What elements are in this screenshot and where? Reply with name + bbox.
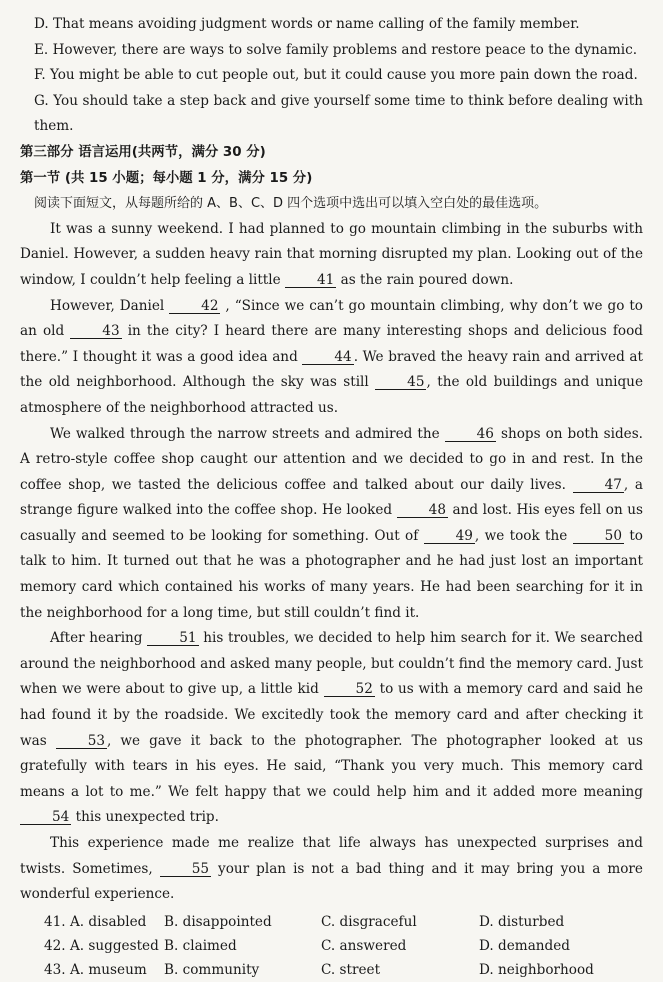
text-run: , we took the xyxy=(474,527,573,544)
choice-c: C. disgraceful xyxy=(321,913,417,930)
section-title: 第三部分 语言运用(共两节，满分 30 分) xyxy=(20,144,266,160)
text-run: , we gave it back to the photographer. The photographer looked at us gratefully with tears in his eyes. He said, “Thank you very much. This memory card means a lot to me.” We felt happy that we could help him and it added more meaning xyxy=(20,732,643,800)
blank-55: 55 xyxy=(160,862,211,877)
blank-48: 48 xyxy=(397,503,448,518)
choice-d: D. demanded xyxy=(479,937,571,954)
choice-c: C. street xyxy=(321,961,381,978)
text-run: , a strange figure walked into the coffee shop. He looked xyxy=(20,476,644,519)
passage-paragraph-3 xyxy=(20,422,643,627)
text-run: However, Daniel xyxy=(50,297,170,314)
text-run: to talk to him. It turned out that he was a photographer and he had just lost an important memory card which contained his works of many years. He had been searching for it in the neighborhood for a long time, but still couldn’t find it. xyxy=(20,527,643,621)
text-run: as the rain poured down. xyxy=(336,271,514,288)
text-run: After hearing xyxy=(50,630,148,647)
passage-paragraph-5 xyxy=(20,831,643,908)
passage-paragraph-2 xyxy=(20,294,643,422)
option-d: D. That means avoiding judgment words or name calling of the family member. xyxy=(34,16,580,32)
choice-b: B. claimed xyxy=(164,937,237,954)
text-run: This experience made me realize that life always has unexpected surprises and twists. Sometimes, xyxy=(20,835,643,877)
choice-row-41 xyxy=(20,910,643,934)
text-run: to us with a memory card and said he had found it by the roadside. We excitedly took the memory card and after checking it was xyxy=(20,681,644,749)
blank-54: 54 xyxy=(20,810,71,825)
passage-paragraph-4 xyxy=(20,626,643,831)
blank-47: 47 xyxy=(573,478,624,493)
blank-43: 43 xyxy=(70,324,121,339)
choice-c: C. answered xyxy=(321,937,407,954)
choice-d: D. disturbed xyxy=(479,913,565,930)
text-run: shops on both sides. A retro-style coffee shop caught our attention and we decided to go in and rest. In the coffee shop, we tasted the delicious coffee and talked about our daily lives. xyxy=(20,425,643,493)
text-run: , “Since we can’t go mountain climbing, why don’t we go to an old xyxy=(20,297,643,340)
blank-49: 49 xyxy=(424,529,475,544)
blank-51: 51 xyxy=(147,631,198,646)
choice-a-text: A. museum xyxy=(69,961,147,978)
option-e: E. However, there are ways to solve family problems and restore peace to the dynamic. xyxy=(34,41,638,58)
subsection-title: 第一节 (共 15 小题；每小题 1 分，满分 15 分) xyxy=(20,170,313,186)
choice-a-text: A. suggested xyxy=(69,937,159,954)
text-run: , the old buildings and unique atmosphere of the neighborhood attracted us. xyxy=(20,374,643,416)
text-run: It was a sunny weekend. I had planned to go mountain climbing in the suburbs with Daniel. However, a sudden heavy rain that morning disrupted my plan. Looking out of the window, I couldn’t help feeling a little xyxy=(20,220,643,288)
text-run: this unexpected trip. xyxy=(71,809,219,826)
choice-d: D. neighborhood xyxy=(479,961,594,978)
question-number: 42. xyxy=(44,937,66,954)
choice-a-text: A. disabled xyxy=(69,913,147,930)
instruction: 阅读下面短文，从每题所给的 A、B、C、D 四个选项中选出可以填入空白处的最佳选项。 xyxy=(34,196,548,212)
question-number: 41. xyxy=(44,913,66,930)
text-run: in the city? I heard there are many interesting shops and delicious food there.” I thought it was a good idea and xyxy=(20,323,643,365)
blank-52: 52 xyxy=(324,682,375,697)
option-g: G. You should take a step back and give yourself some time to think before dealing with them. xyxy=(34,92,643,135)
text-run: We walked through the narrow streets and admired the xyxy=(50,425,445,442)
choice-a xyxy=(44,934,164,958)
choice-row-43 xyxy=(20,958,643,982)
text-run: his troubles, we decided to help him search for it. We searched around the neighborhood and asked many people, but couldn’t find the memory card. Just when we were about to give up, a little kid xyxy=(20,630,644,698)
answer-choices xyxy=(20,910,643,982)
blank-45: 45 xyxy=(375,375,426,390)
choice-a xyxy=(44,910,164,934)
blank-42: 42 xyxy=(169,299,220,314)
choice-a xyxy=(44,958,164,982)
question-number: 43. xyxy=(44,961,66,978)
blank-53: 53 xyxy=(56,734,107,749)
blank-41: 41 xyxy=(285,273,336,288)
blank-44: 44 xyxy=(302,350,353,365)
text-run: your plan is not a bad thing and it may bring you a more wonderful experience. xyxy=(20,860,643,903)
passage-paragraph-1 xyxy=(20,217,643,294)
blank-50: 50 xyxy=(573,529,624,544)
text-run: and lost. His eyes fell on us casually and seemed to be looking for something. Out of xyxy=(20,502,644,544)
option-f: F. You might be able to cut people out, but it could cause you more pain down the road. xyxy=(34,67,638,84)
choice-b: B. disappointed xyxy=(164,913,272,930)
choice-b: B. community xyxy=(164,961,260,978)
text-run: . We braved the heavy rain and arrived at the old neighborhood. Although the sky was still xyxy=(20,348,643,391)
choice-row-42 xyxy=(20,934,643,958)
blank-46: 46 xyxy=(445,427,496,442)
